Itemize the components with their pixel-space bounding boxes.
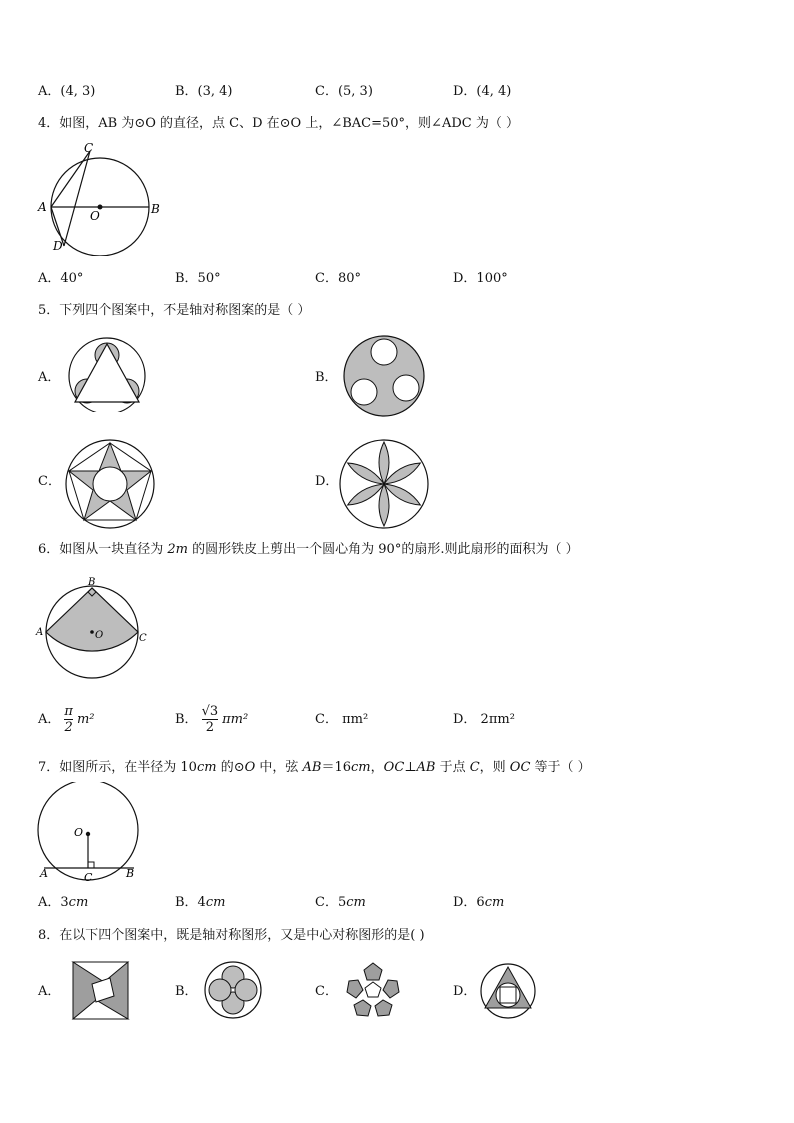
- q5-option-a-label: A．: [38, 370, 61, 385]
- q4-label-b: B: [151, 202, 160, 216]
- q6-sector-figure: [34, 574, 156, 682]
- q8-pentagon-flower-pattern: [342, 960, 404, 1020]
- q8-four-petal-pattern: [203, 960, 263, 1020]
- q6-option-b: B． $\frac{√3}{2}$ πm²: [175, 704, 249, 735]
- q5-petal-pattern: [338, 438, 430, 530]
- q7-option-c: C．5cm: [315, 895, 366, 910]
- q8-option-d-label: D．: [453, 984, 477, 999]
- q7-chord-figure: [34, 782, 146, 884]
- q5-triangle-circle-pattern: [64, 336, 150, 412]
- q6-stem: 6．如图从一块直径为 2m 的圆形铁皮上剪出一个圆心角为 90°的扇形.则此扇形的面积为（ ）: [38, 542, 579, 557]
- q4-stem: 4．如图，AB 为⊙O 的直径，点 C、D 在⊙O 上，∠BAC=50°，则∠ADC 为（ ）: [38, 116, 519, 131]
- q7-stem: 7．如图所示，在半径为 10cm 的⊙O 中，弦 AB＝16cm，OC⊥AB 于点 C，则 OC 等于（ ）: [38, 760, 591, 775]
- q7-label-b: B: [126, 867, 135, 880]
- q4-circle-figure: [34, 138, 164, 256]
- q6-label-b: B: [88, 577, 96, 588]
- q3-option-d: D．(4, 4): [453, 84, 512, 99]
- q6-label-o: O: [95, 630, 104, 641]
- q5-option-c-label: C．: [38, 474, 61, 489]
- q5-option-d-label: D．: [315, 474, 339, 489]
- q6-label-c: C: [139, 633, 147, 644]
- q7-label-o: O: [74, 826, 84, 839]
- q6-option-a: A． $\frac{\pi}{2}$ m²: [38, 704, 95, 735]
- q7-label-a: A: [40, 867, 48, 880]
- q7-option-a: A．3cm: [38, 895, 89, 910]
- q4-label-o: O: [90, 209, 100, 223]
- q4-option-a: A．40°: [38, 271, 84, 286]
- q7-option-b: B．4cm: [175, 895, 226, 910]
- q5-stem: 5．下列四个图案中，不是轴对称图案的是（ ）: [38, 303, 311, 318]
- q5-option-b-label: B．: [315, 370, 338, 385]
- q8-stem: 8．在以下四个图案中，既是轴对称图形，又是中心对称图形的是( ): [38, 928, 425, 943]
- q6-label-a: A: [36, 627, 44, 638]
- q4-option-c: C．80°: [315, 271, 361, 286]
- q6-option-c: C． πm²: [315, 712, 369, 727]
- q3-option-b: B．(3, 4): [175, 84, 233, 99]
- q4-label-a: A: [38, 200, 47, 214]
- q3-option-a: A．(4, 3): [38, 84, 96, 99]
- q5-star-flower-pattern: [62, 438, 158, 530]
- q4-label-d: D: [53, 239, 63, 253]
- q8-option-c-label: C．: [315, 984, 338, 999]
- q7-option-d: D．6cm: [453, 895, 505, 910]
- q4-option-d: D．100°: [453, 271, 508, 286]
- q8-triangle-square-pattern: [479, 962, 537, 1020]
- q3-option-c: C．(5, 3): [315, 84, 373, 99]
- q6-option-d: D． 2πm²: [453, 712, 515, 727]
- q8-option-a-label: A．: [38, 984, 61, 999]
- q8-square-pinwheel-pattern: [70, 956, 132, 1022]
- q5-swirl-pattern: [340, 334, 430, 418]
- q4-option-b: B．50°: [175, 271, 221, 286]
- q4-label-c: C: [84, 141, 94, 155]
- q8-option-b-label: B．: [175, 984, 198, 999]
- q7-label-c: C: [84, 871, 93, 884]
